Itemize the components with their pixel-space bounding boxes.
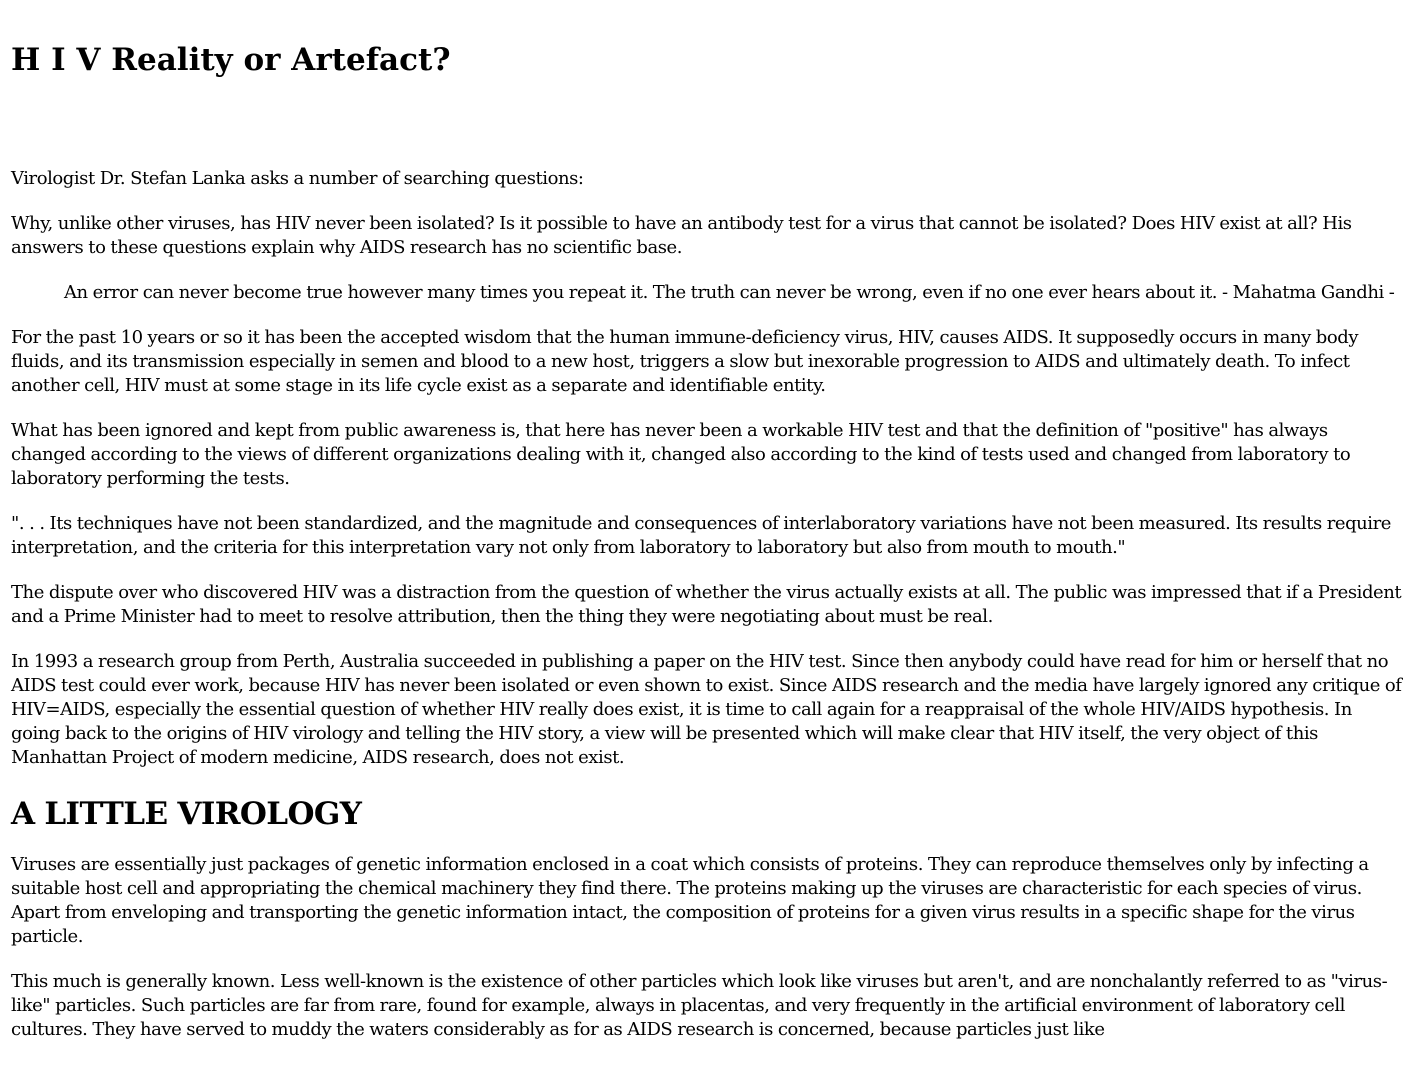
- body-paragraph: What has been ignored and kept from public awareness is, that here has never been a workable HIV test and that the definition of "positive" has always changed according to the views of different organizations dealing with it, changed also according to the kind of tests used and changed from laboratory to laboratory performing the tests.: [11, 420, 1351, 489]
- body-paragraph: ". . . Its techniques have not been standardized, and the magnitude and consequences of interlaboratory variations have not been measured. Its results require interpretation, and the criteria for this interpretation vary not only from laboratory to laboratory but also from mouth to mouth.": [11, 513, 1391, 558]
- section-paragraph: Viruses are essentially just packages of genetic information enclosed in a coat which consists of proteins. They can reproduce themselves only by infecting a suitable host cell and appropriating the chemical machinery they find there. The proteins making up the viruses are characteristic for each species of virus. Apart from enveloping and transporting the genetic information intact, the composition of proteins for a given virus results in a specific shape for the virus particle.: [11, 854, 1369, 947]
- body-paragraph: For the past 10 years or so it has been the accepted wisdom that the human immune-deficiency virus, HIV, causes AIDS. It supposedly occurs in many body fluids, and its transmission especially in semen and blood to a new host, triggers a slow but inexorable progression to AIDS and ultimately death. To infect another cell, HIV must at some stage in its life cycle exist as a separate and identifiable entity.: [11, 327, 1359, 396]
- section-paragraph: This much is generally known. Less well-known is the existence of other particles which look like viruses but aren't, and are nonchalantly referred to as "virus-like" particles. Such particles are far from rare, found for example, always in placentas, and very frequently in the artificial environment of laboratory cell cultures. They have served to muddy the waters considerably as for as AIDS research is concerned, because particles just like: [11, 971, 1388, 1040]
- body-paragraph: In 1993 a research group from Perth, Australia succeeded in publishing a paper on the HIV test. Since then anybody could have read for him or herself that no AIDS test could ever work, because HIV has never been isolated or even shown to exist. Since AIDS research and the media have largely ignored any critique of HIV=AIDS, especially the essential question of whether HIV really does exist, it is time to call again for a reappraisal of the whole HIV/AIDS hypothesis. In going back to the origins of HIV virology and telling the HIV story, a view will be presented which will make clear that HIV itself, the very object of this Manhattan Project of modern medicine, AIDS research, does not exist.: [11, 651, 1402, 768]
- section-heading: A LITTLE VIROLOGY: [11, 796, 362, 832]
- questions-paragraph: Why, unlike other viruses, has HIV never been isolated? Is it possible to have an antibody test for a virus that cannot be isolated? Does HIV exist at all? His answers to these questions explain why AIDS research has no scientific base.: [11, 213, 1352, 258]
- intro-paragraph: Virologist Dr. Stefan Lanka asks a number of searching questions:: [11, 168, 584, 189]
- page-title: H I V Reality or Artefact?: [11, 42, 451, 78]
- body-paragraph: The dispute over who discovered HIV was a distraction from the question of whether the virus actually exists at all. The public was impressed that if a President and a Prime Minister had to meet to resolve attribution, then the thing they were negotiating about must be real.: [11, 582, 1402, 627]
- gandhi-quote: An error can never become true however many times you repeat it. The truth can never be wrong, even if no one ever hears about it. - Mahatma Gandhi -: [64, 282, 1395, 303]
- article-body: [11, 167, 1403, 1063]
